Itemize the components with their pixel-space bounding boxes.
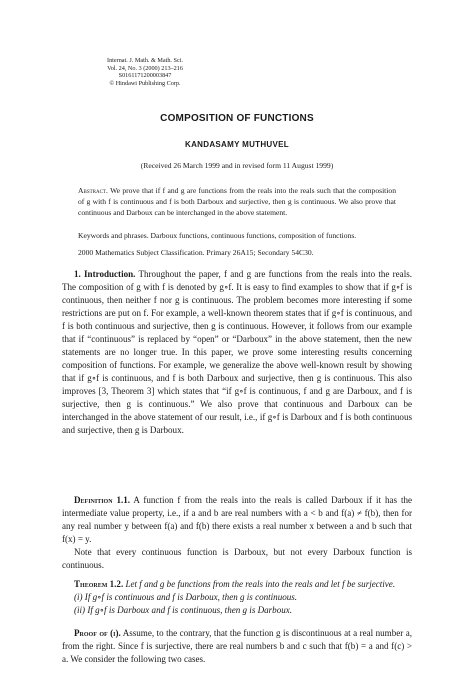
journal-header-line: S0161171200003847	[118, 72, 172, 80]
theorem-item: (ii) If g∘f is Darboux and f is continuous, then g is Darboux.	[74, 605, 293, 615]
introduction-section	[62, 268, 412, 437]
theorem-block	[62, 578, 412, 617]
journal-header-line: Vol. 24, No. 3 (2000) 213–216	[107, 64, 183, 72]
definition-label: Definition 1.1.	[74, 495, 131, 505]
abstract-label: Abstract.	[78, 186, 108, 195]
received-date: (Received 26 March 1999 and in revised form 11 August 1999)	[140, 161, 334, 170]
paper-author: KANDASAMY MUTHUVEL	[185, 140, 289, 149]
msc-classification: 2000 Mathematics Subject Classification. Primary 26A15; Secondary 54C30.	[78, 248, 314, 257]
keywords: Keywords and phrases. Darboux functions, continuous functions, composition of functions.	[78, 231, 357, 240]
theorem-item: (i) If g∘f is continuous and f is Darboux, then g is continuous.	[74, 592, 298, 602]
proof-label: Proof of (i).	[74, 628, 121, 638]
abstract	[78, 185, 396, 218]
journal-header	[80, 57, 210, 87]
introduction-text: Throughout the paper, f and g are functions from the reals into the reals. The composition of g with f is denoted by g∘f. It is easy to find examples to show that if g∘f is continuous, then neither f nor g is continuous. The problem becomes more interesting if some restrictions are put on f. For example, a well-known theorem states that if g∘f is continuous, and f is both continuous and surjective, then g is continuous. However, it follows from our example that if “continuous” is replaced by “open” or “Darboux” in the above statement, then the new statements are no longer true. In this paper, we prove some interesting results concerning composition of functions. For example, we generalize the above well-known result by showing that if g∘f is continuous, and f is both Darboux and surjective, then g is continuous. This also improves [3, Theorem 3] which states that “if g∘f is continuous, f and g are Darboux, and f is surjective, then g is continuous.” We also prove that continuous and Darboux can be interchanged in the above statement of our result, i.e., if g∘f is Darboux and f is both continuous and surjective, then g is Darboux.	[62, 269, 412, 435]
definition-text: A function f from the reals into the reals is called Darboux if it has the intermediate value property, i.e., if a and b are real numbers with a < b and f(a) ≠ f(b), then for any real number y between f(a) and f(b) there exists a real number x between a and b such that f(x) = y.	[62, 495, 412, 544]
proof-text: Assume, to the contrary, that the function g is discontinuous at a real number a, from the right. Since f is surjective, there are real numbers b and c such that f(b) = a and f(c) > a. We consider the following two cases.	[62, 628, 412, 664]
journal-header-line: Internat. J. Math. & Math. Sci.	[107, 57, 183, 64]
proof-block	[62, 627, 412, 666]
theorem-text: Let f and g be functions from the reals into the reals and let f be surjective.	[125, 579, 396, 589]
paper-title: COMPOSITION OF FUNCTIONS	[160, 113, 314, 124]
note-paragraph: Note that every continuous function is Darboux, but not every Darboux function is continuous.	[62, 547, 412, 570]
introduction-heading: 1. Introduction.	[74, 269, 136, 279]
abstract-text: We prove that if f and g are functions from the reals into the reals such that the composition of g with f is continuous and f is both Darboux and surjective, then g is continuous. We also prove that continuous and Darboux can be interchanged in the above statement.	[78, 186, 397, 217]
definition-block	[62, 494, 412, 546]
theorem-label: Theorem 1.2.	[74, 579, 124, 589]
journal-header-line: © Hindawi Publishing Corp.	[109, 79, 181, 87]
